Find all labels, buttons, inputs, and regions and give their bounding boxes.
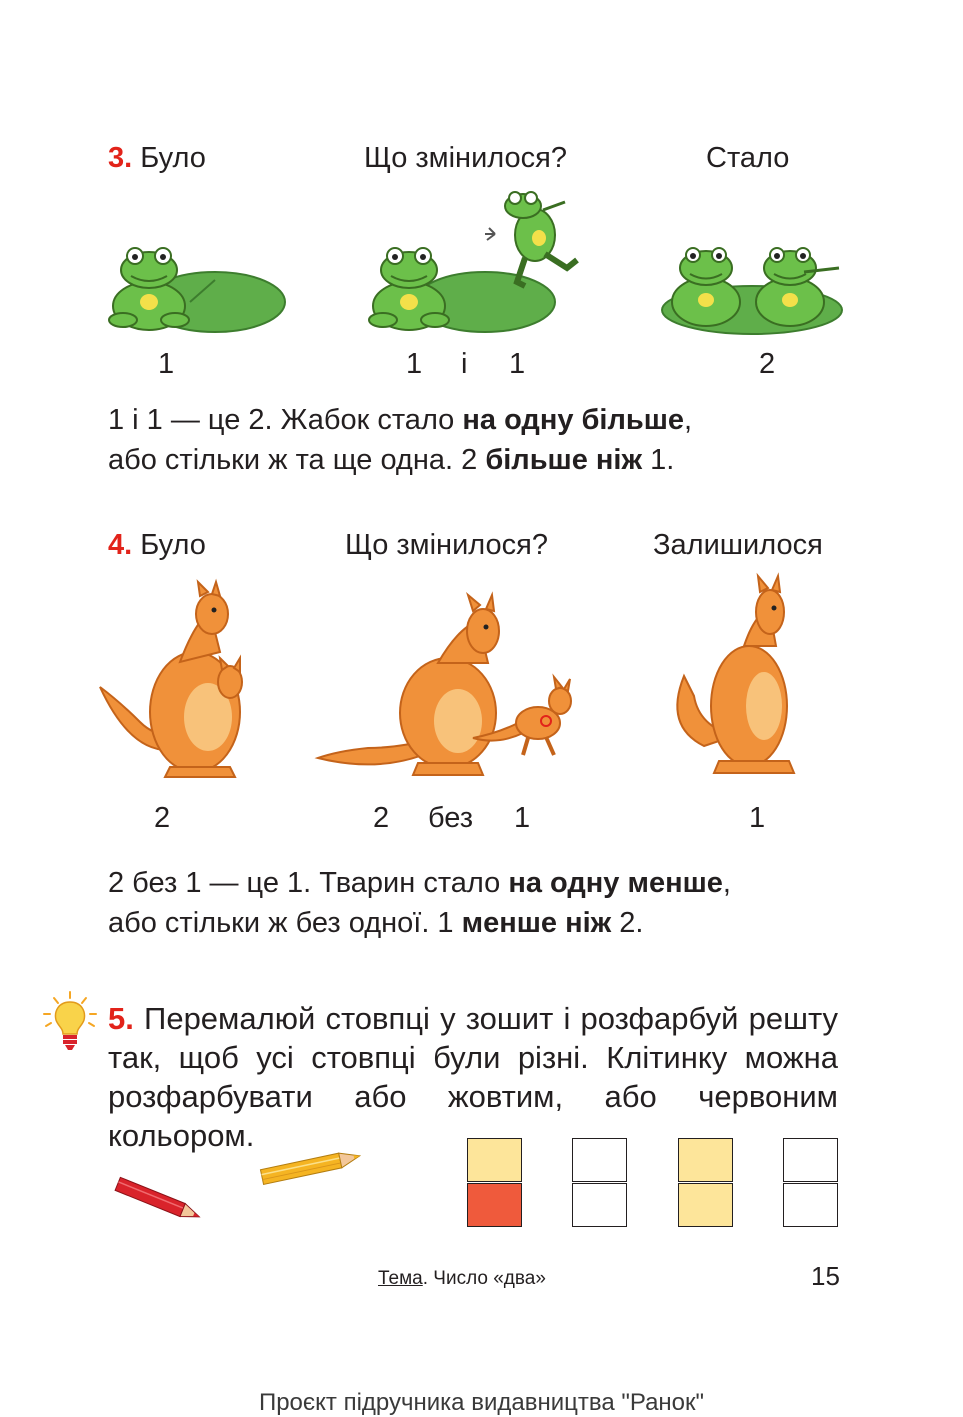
page-number: 15 [811, 1261, 840, 1291]
task3-explanation: 1 і 1 — це 2. Жабок стало на одну більше, або стільки ж та ще одна. 2 більше ніж 1. [108, 404, 693, 476]
column-1-bottom-cell[interactable] [467, 1183, 522, 1227]
task4-bold-less: на одну менше [508, 867, 723, 899]
column-4-bottom-cell[interactable] [783, 1183, 838, 1227]
task4-number: 4. [108, 529, 133, 561]
task3-number: 3. [108, 142, 133, 174]
footer-theme [378, 1268, 546, 1290]
publisher-note: Проєкт підручника видавництва "Ранок" [258, 1389, 705, 1416]
lightbulb-icon [42, 990, 98, 1054]
task3-count-change-op: і [461, 348, 468, 380]
column-4-top-cell[interactable] [783, 1138, 838, 1182]
task3-label-before: Було [140, 142, 206, 174]
task4-label-after: Залишилося [653, 529, 823, 561]
task3-count-before: 1 [158, 348, 175, 380]
kangaroo-with-joey-illustration [100, 582, 265, 787]
column-2-top-cell[interactable] [572, 1138, 627, 1182]
frog-on-leaf-illustration [105, 240, 285, 340]
footer-theme-label: Тема [378, 1268, 423, 1289]
task5-text-block [108, 999, 838, 1155]
task4-count-change-op: без [428, 802, 474, 834]
kangaroo-alone-illustration [664, 576, 809, 781]
task3-count-change-b: 1 [509, 348, 526, 380]
task3-bold-more: на одну більше [462, 404, 685, 436]
task5-number: 5. [108, 1001, 134, 1036]
task4-explanation: 2 без 1 — це 1. Тварин стало на одну менше, або стільки ж без одної. 1 менше ніж 2. [108, 867, 731, 939]
task3-header-before [108, 142, 206, 175]
task3-label-change: Що змінилося? [364, 142, 567, 174]
column-1-top-cell[interactable] [467, 1138, 522, 1182]
task4-label-change: Що змінилося? [345, 529, 548, 561]
red-pencil-icon [110, 1178, 210, 1226]
task3-bold-greater-than: більше ніж [485, 444, 643, 476]
task4-count-after: 1 [749, 802, 766, 834]
frog-jumping-illustration [365, 190, 595, 340]
column-3-bottom-cell[interactable] [678, 1183, 733, 1227]
kangaroo-and-joey-apart-illustration [318, 593, 580, 793]
task5-instructions: Перемалюй стовпці у зошит і розфарбуй решту так, щоб усі стовпці були різні. Клітинку можна розфарбувати або жовтим, або червоним кольором. [108, 1001, 838, 1153]
task4-bold-less-than: менше ніж [461, 907, 612, 939]
task3-count-change-a: 1 [406, 348, 423, 380]
column-3-top-cell[interactable] [678, 1138, 733, 1182]
task4-count-before: 2 [154, 802, 171, 834]
yellow-pencil-icon [257, 1144, 367, 1190]
two-frogs-illustration [660, 240, 845, 340]
task4-count-change-b: 1 [514, 802, 531, 834]
task4-label-before: Було [140, 529, 206, 561]
column-2-bottom-cell[interactable] [572, 1183, 627, 1227]
footer-theme-text: . Число «два» [422, 1268, 546, 1289]
task3-count-after: 2 [759, 348, 776, 380]
task3-label-after: Стало [706, 142, 790, 174]
task4-count-change-a: 2 [373, 802, 390, 834]
task4-header-before [108, 529, 206, 562]
